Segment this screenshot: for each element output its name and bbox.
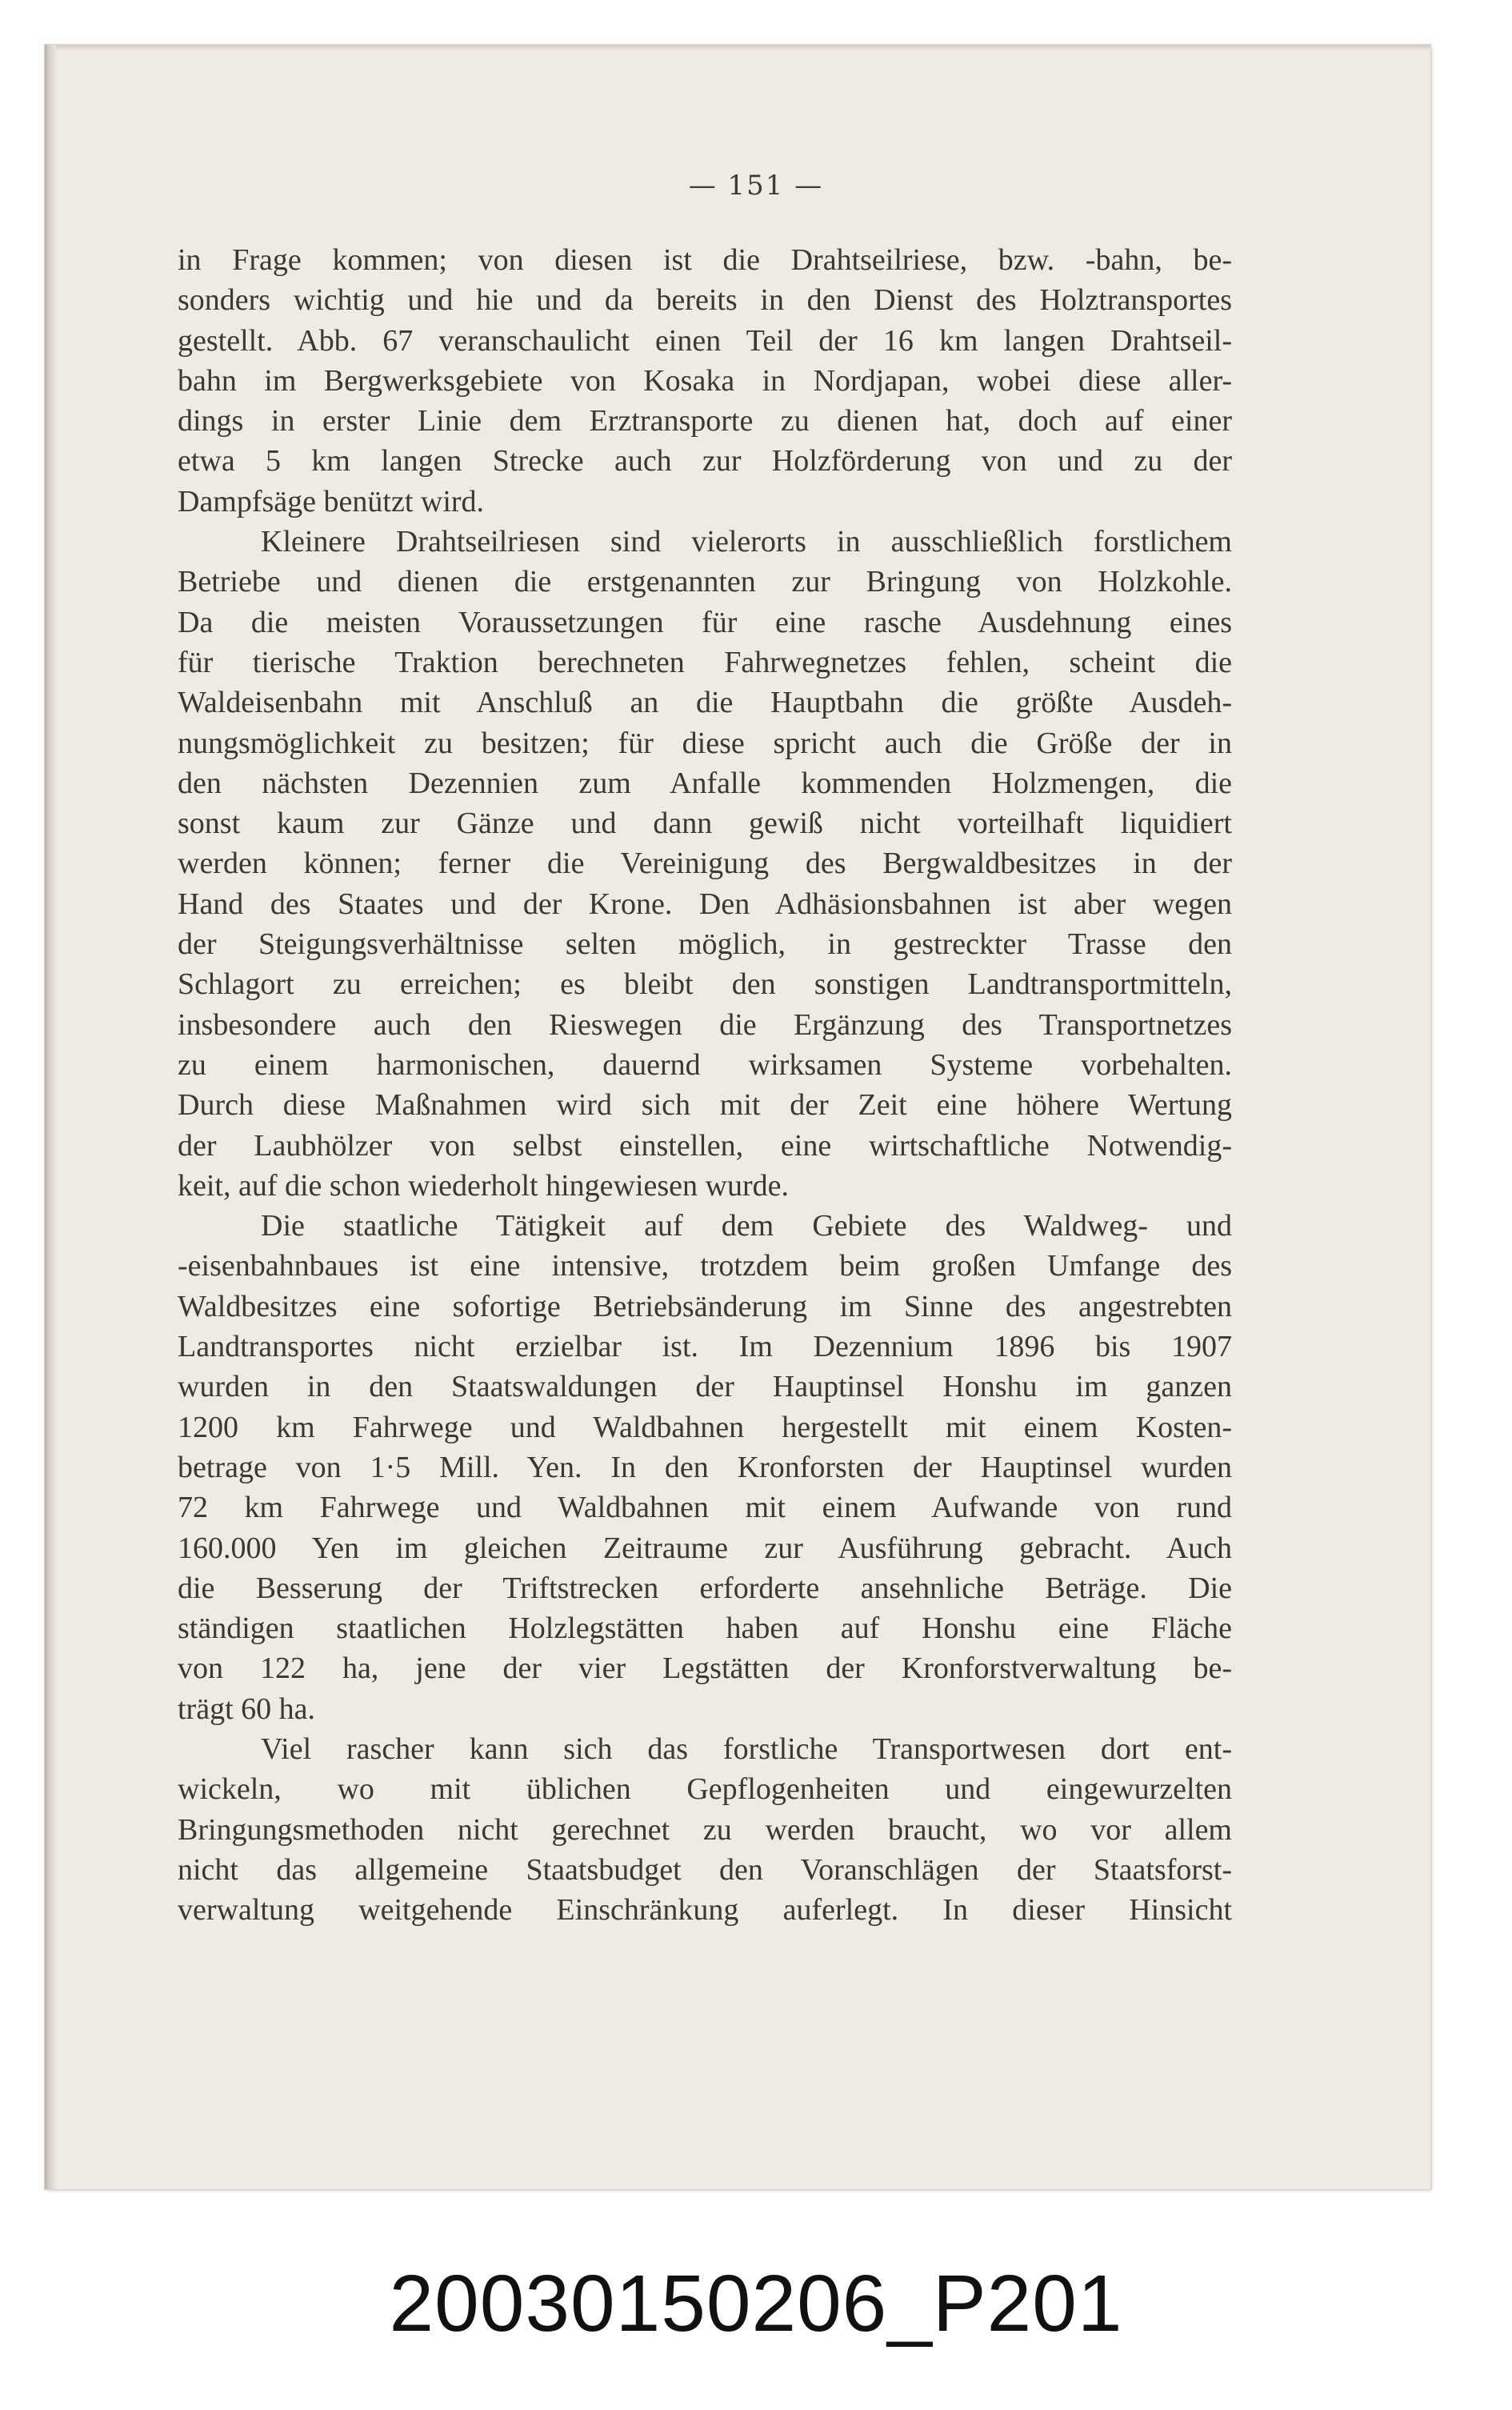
text-line: wickeln, wo mit üblichen Gepflogenheiten und eingewurzelten bbox=[178, 1772, 1232, 1807]
text-line: gestellt. Abb. 67 veranschaulicht einen Teil der 16 km langen Drahtseil- bbox=[178, 323, 1232, 358]
body-text bbox=[178, 240, 1232, 1930]
text-line: bahn im Bergwerksgebiete von Kosaka in Nordjapan, wobei diese aller- bbox=[178, 363, 1232, 398]
text-line: Die staatliche Tätigkeit auf dem Gebiete des Waldweg- und bbox=[261, 1209, 1232, 1243]
text-line: zu einem harmonischen, dauernd wirksamen Systeme vorbehalten. bbox=[178, 1047, 1232, 1082]
text-line: Landtransportes nicht erzielbar ist. Im Dezennium 1896 bis 1907 bbox=[178, 1330, 1232, 1364]
text-line: Waldeisenbahn mit Anschluß an die Hauptbahn die größte Ausdeh- bbox=[178, 686, 1232, 720]
catalog-id-label: 20030150206_P201 bbox=[389, 2259, 1123, 2348]
text-line: 160.000 Yen im gleichen Zeitraume zur Ausführung gebracht. Auch bbox=[178, 1531, 1232, 1565]
text-line: Hand des Staates und der Krone. Den Adhäsionsbahnen ist aber wegen bbox=[178, 887, 1232, 921]
text-line: betrage von 1·5 Mill. Yen. In den Kronforsten der Hauptinsel wurden bbox=[178, 1450, 1232, 1484]
text-line: Bringungsmethoden nicht gerechnet zu werden braucht, wo vor allem bbox=[178, 1812, 1232, 1847]
text-line: Schlagort zu erreichen; es bleibt den sonstigen Landtransportmitteln, bbox=[178, 967, 1232, 1002]
text-line: für tierische Traktion berechneten Fahrwegnetzes fehlen, scheint die bbox=[178, 645, 1232, 679]
text-line: Dampfsäge benützt wird. bbox=[178, 484, 485, 518]
text-line: sonders wichtig und hie und da bereits in den Dienst des Holztransportes bbox=[178, 283, 1232, 318]
text-line: Waldbesitzes eine sofortige Betriebsänderung im Sinne des angestrebten bbox=[178, 1289, 1232, 1323]
page-top-shadow bbox=[56, 45, 1430, 51]
text-line: nicht das allgemeine Staatsbudget den Voranschlägen der Staatsforst- bbox=[178, 1852, 1232, 1887]
text-line: Betriebe und dienen die erstgenannten zur Bringung von Holzkohle. bbox=[178, 565, 1232, 599]
page-number: — 151 — bbox=[688, 170, 824, 202]
text-line: der Steigungsverhältnisse selten möglich, in gestreckter Trasse den bbox=[178, 927, 1232, 962]
text-line: werden können; ferner die Vereinigung des Bergwaldbesitzes in der bbox=[178, 847, 1232, 881]
text-line: ständigen staatlichen Holzlegstätten haben auf Honshu eine Fläche bbox=[178, 1611, 1232, 1646]
text-line: dings in erster Linie dem Erztransporte zu dienen hat, doch auf einer bbox=[178, 404, 1232, 438]
text-line: Da die meisten Voraussetzungen für eine rasche Ausdehnung eines bbox=[178, 605, 1232, 639]
text-line: der Laubhölzer von selbst einstellen, eine wirtschaftliche Notwendig- bbox=[178, 1128, 1232, 1163]
text-line: von 122 ha, jene der vier Legstätten der Kronforstverwaltung be- bbox=[178, 1651, 1232, 1686]
binding-edge bbox=[45, 45, 56, 2189]
text-line: die Besserung der Triftstrecken erforderte ansehnliche Beträge. Die bbox=[178, 1571, 1232, 1605]
text-line: trägt 60 ha. bbox=[178, 1691, 316, 1726]
text-line: etwa 5 km langen Strecke auch zur Holzförderung von und zu der bbox=[178, 444, 1232, 478]
text-line: Viel rascher kann sich das forstliche Transportwesen dort ent- bbox=[261, 1731, 1232, 1766]
text-line: keit, auf die schon wiederholt hingewiesen wurde. bbox=[178, 1168, 789, 1203]
text-line: -eisenbahnbaues ist eine intensive, trotzdem beim großen Umfange des bbox=[178, 1249, 1232, 1283]
text-line: Kleinere Drahtseilriesen sind vielerorts in ausschließlich forstlichem bbox=[261, 525, 1232, 559]
text-line: nungsmöglichkeit zu besitzen; für diese spricht auch die Größe der in bbox=[178, 726, 1232, 760]
text-line: insbesondere auch den Rieswegen die Ergänzung des Transportnetzes bbox=[178, 1007, 1232, 1042]
text-line: den nächsten Dezennien zum Anfalle kommenden Holzmengen, die bbox=[178, 766, 1232, 800]
text-line: verwaltung weitgehende Einschränkung auferlegt. In dieser Hinsicht bbox=[178, 1893, 1232, 1928]
text-line: Durch diese Maßnahmen wird sich mit der Zeit eine höhere Wertung bbox=[178, 1088, 1232, 1123]
text-line: sonst kaum zur Gänze und dann gewiß nicht vorteilhaft liquidiert bbox=[178, 807, 1232, 841]
text-line: 1200 km Fahrwege und Waldbahnen hergestellt mit einem Kosten- bbox=[178, 1410, 1232, 1444]
text-line: 72 km Fahrwege und Waldbahnen mit einem Aufwande von rund bbox=[178, 1491, 1232, 1525]
text-line: in Frage kommen; von diesen ist die Drahtseilriese, bzw. -bahn, be- bbox=[178, 243, 1232, 277]
text-line: wurden in den Staatswaldungen der Hauptinsel Honshu im ganzen bbox=[178, 1370, 1232, 1404]
